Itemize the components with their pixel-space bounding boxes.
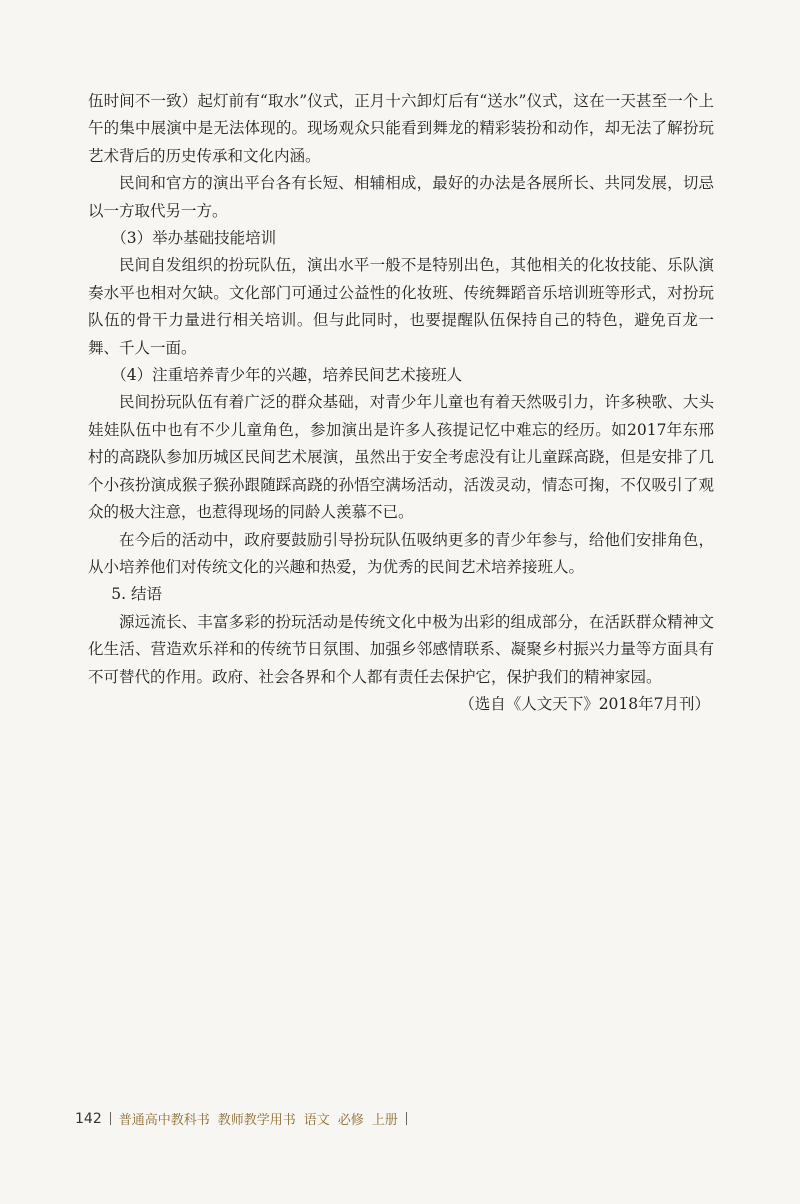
paragraph-conclusion: 源远流长、丰富多彩的扮玩活动是传统文化中极为出彩的组成部分，在活跃群众精神文化生活、营造欢乐祥和的传统节日氛围、加强乡邻感情联系、凝聚乡村振兴力量等方面具有不可替代的作用。政府、社会各界和个人都有责任去保护它，保护我们的精神家园。	[88, 612, 714, 686]
book-subtitle: 教师教学用书	[217, 1113, 296, 1128]
footer-divider-left	[110, 1112, 111, 1125]
article-body	[88, 88, 714, 718]
book-part: 上册	[371, 1113, 398, 1128]
paragraph-platforms: 民间和官方的演出平台各有长短、相辅相成，最好的办法是各展所长、共同发展，切忌以一方取代另一方。	[88, 174, 714, 220]
book-title: 普通高中教科书	[118, 1113, 210, 1128]
footer-divider-right	[406, 1112, 407, 1125]
source-citation: （选自《人文天下》2018年7月刊）	[459, 694, 710, 713]
paragraph-youth-example: 民间扮玩队伍有着广泛的群众基础，对青少年儿童也有着天然吸引力，许多秧歌、大头娃娃队伍中也有不少儿童角色，参加演出是许多人孩提记忆中难忘的经历。如2017年东邢村的高跷队参加历城区民间艺术展演，虽然出于安全考虑没有让儿童踩高跷，但是安排了几个小孩扮演成猴子猴孙跟随踩高跷的孙悟空满场活动，活泼灵动，情态可掬，不仅吸引了观众的极大注意，也惹得现场的同龄人羡慕不已。	[88, 393, 714, 522]
page-number: 142	[75, 1110, 102, 1127]
paragraph-continuation: 伍时间不一致）起灯前有“取水”仪式，正月十六卸灯后有“送水”仪式，这在一天甚至一个上午的集中展演中是无法体现的。现场观众只能看到舞龙的精彩装扮和动作，却无法了解扮玩艺术背后的历史传承和文化内涵。	[88, 92, 714, 165]
book-volume: 必修	[337, 1113, 364, 1128]
page-footer	[75, 1109, 407, 1128]
paragraph-training: 民间自发组织的扮玩队伍，演出水平一般不是特别出色，其他相关的化妆技能、乐队演奏水平也相对欠缺。文化部门可通过公益性的化妆班、传统舞蹈音乐培训班等形式，对扮玩队伍的骨干力量进行相关培训。但与此同时，也要提醒队伍保持自己的特色，避免百龙一舞、千人一面。	[88, 256, 714, 357]
subheading-youth: （4）注重培养青少年的兴趣，培养民间艺术接班人	[111, 366, 463, 385]
paragraph-youth-future: 在今后的活动中，政府要鼓励引导扮玩队伍吸纳更多的青少年参与，给他们安排角色，从小培养他们对传统文化的兴趣和热爱，为优秀的民间艺术培养接班人。	[88, 530, 714, 576]
subheading-training: （3）举办基础技能培训	[111, 229, 277, 248]
subheading-conclusion: 5. 结语	[111, 585, 162, 604]
book-subject: 语文	[303, 1113, 330, 1128]
